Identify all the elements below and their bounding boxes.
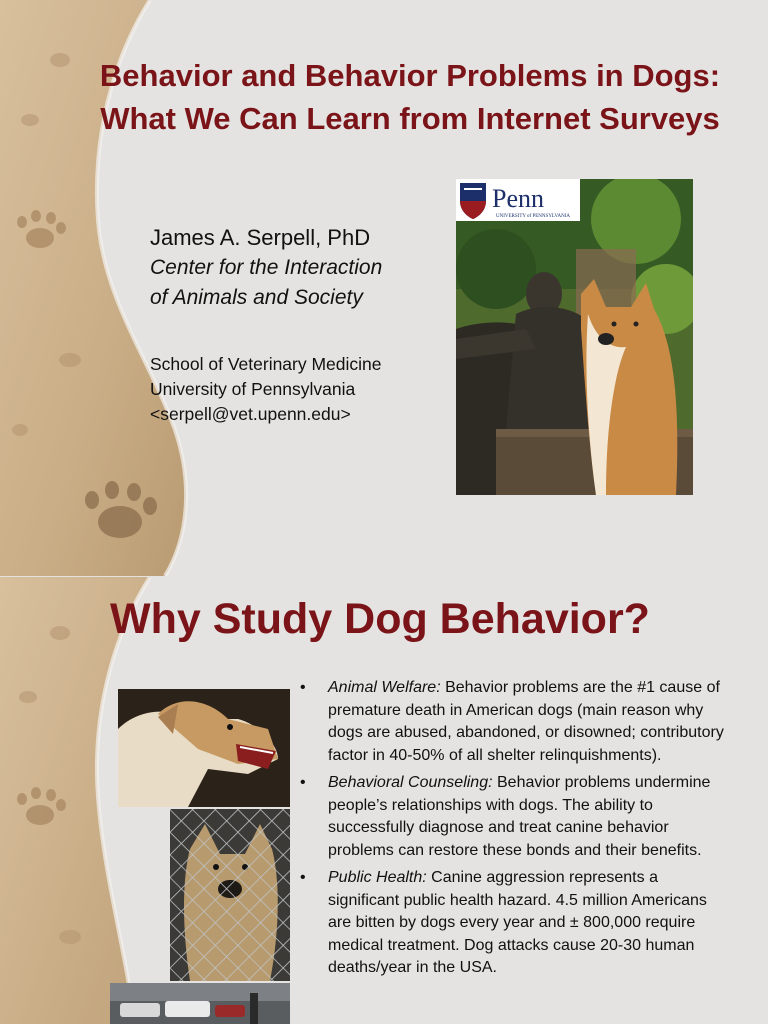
- penn-logo-subtext: UNIVERSITY of PENNSYLVANIA: [496, 214, 570, 219]
- list-item: [300, 772, 730, 862]
- university-name: University of Pennsylvania: [150, 379, 356, 399]
- school-name: School of Veterinary Medicine: [150, 354, 382, 374]
- bullet-lead: Public Health:: [328, 869, 427, 886]
- author-name: James A. Serpell, PhD: [150, 225, 371, 250]
- title-line-1: Behavior and Behavior Problems in Dogs:: [99, 58, 721, 93]
- center-line-2: of Animals and Society: [150, 286, 363, 309]
- street-scene-photo: [110, 983, 290, 1024]
- snarling-dog-photo: [118, 689, 290, 807]
- penn-logo-text: Penn: [492, 184, 544, 213]
- bullet-text: Behavior problems are the #1 cause of premature death in American dogs (main reason why dogs are abused, abandoned, or disowned; contributory factor in 40-50% of all shelter relinquishments).: [328, 679, 724, 764]
- title-line-2: What We Can Learn from Internet Surveys: [100, 101, 720, 136]
- slide-title: Why Study Dog Behavior?: [110, 595, 650, 643]
- email-address: <serpell@vet.upenn.edu>: [150, 404, 351, 424]
- bullet-lead: Behavioral Counseling:: [328, 774, 493, 791]
- list-item: [300, 867, 730, 980]
- bullet-text: Behavior problems undermine people’s relationships with dogs. The ability to successfully diagnose and treat canine behavior problems can restore these bonds and their benefits.: [328, 774, 711, 859]
- author-block: [150, 223, 382, 313]
- affiliation-block: [150, 352, 382, 427]
- center-line-1: Center for the Interaction: [150, 256, 383, 279]
- bullet-text: Canine aggression represents a significant public health hazard. 4.5 million Americans are bitten by dogs every year and ± 800,000 require medical treatment. Dog attacks cause 20-30 human deaths/year in the USA.: [328, 869, 707, 976]
- why-study-slide: [0, 577, 768, 1024]
- slide-title: [60, 54, 760, 140]
- franklin-statue-dog-photo: [456, 179, 693, 495]
- reasons-list: [300, 677, 730, 985]
- caged-dog-photo: [170, 809, 290, 981]
- list-item: [300, 677, 730, 767]
- bullet-lead: Animal Welfare:: [328, 679, 441, 696]
